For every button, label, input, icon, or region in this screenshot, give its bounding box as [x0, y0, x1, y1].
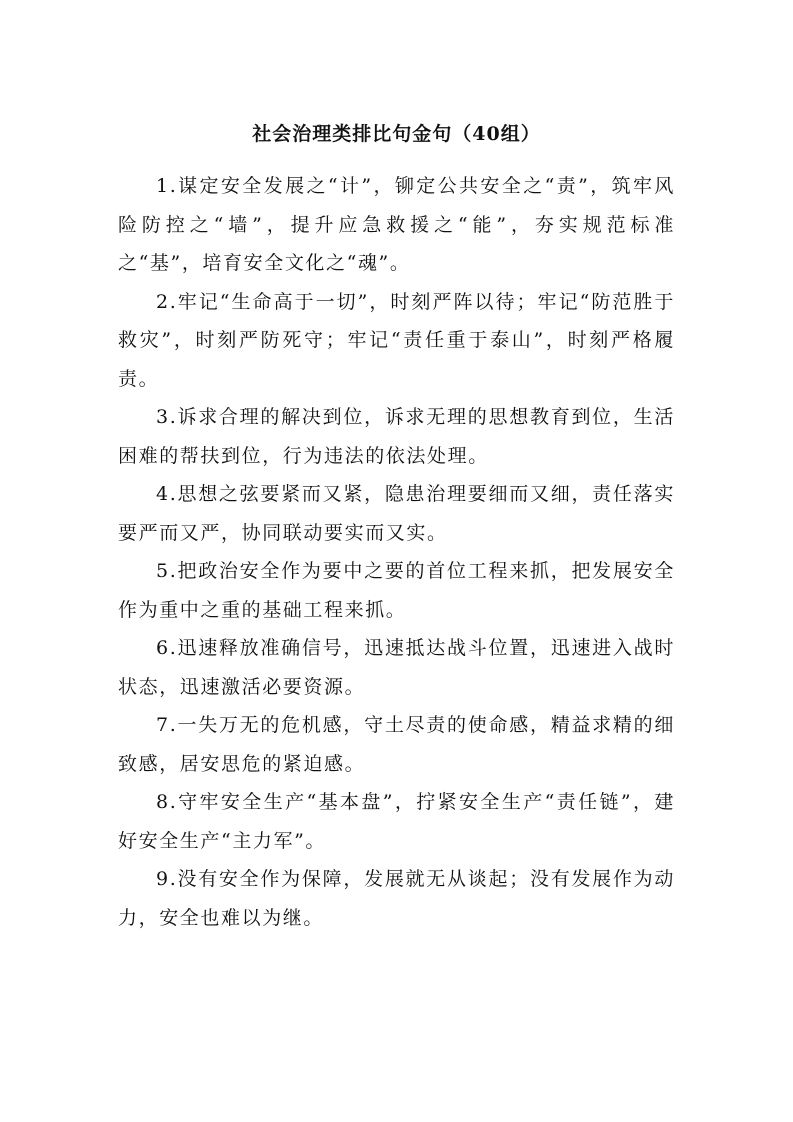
paragraph-9: 9.没有安全作为保障，发展就无从谈起；没有发展作为动力，安全也难以为继。 — [118, 868, 675, 929]
paragraph-6: 6.迅速释放准确信号，迅速抵达战斗位置，迅速进入战时状态，迅速激活必要资源。 — [118, 637, 675, 698]
paragraph-1: 1.谋定安全发展之“计”，铆定公共安全之“责”，筑牢风险防控之“墙”，提升应急救援之“能”，夯实规范标准之“基”，培育安全文化之“魂”。 — [118, 175, 675, 274]
paragraph-7: 7.一失万无的危机感，守土尽责的使命感，精益求精的细致感，居安思危的紧迫感。 — [118, 714, 675, 775]
paragraph-8: 8.守牢安全生产“基本盘”，拧紧安全生产“责任链”，建好安全生产“主力军”。 — [118, 791, 675, 852]
paragraph-4: 4.思想之弦要紧而又紧，隐患治理要细而又细，责任落实要严而又严，协同联动要实而又实。 — [118, 483, 675, 544]
paragraph-2: 2.牢记“生命高于一切”，时刻严阵以待；牢记“防范胜于救灾”，时刻严防死守；牢记“责任重于泰山”，时刻严格履责。 — [118, 290, 675, 390]
paragraph-3: 3.诉求合理的解决到位，诉求无理的思想教育到位，生活困难的帮扶到位，行为违法的依法处理。 — [118, 406, 675, 467]
paragraph-5: 5.把政治安全作为要中之要的首位工程来抓，把发展安全作为重中之重的基础工程来抓。 — [118, 560, 675, 621]
document-title: 社会治理类排比句金句（40组） — [252, 123, 541, 145]
